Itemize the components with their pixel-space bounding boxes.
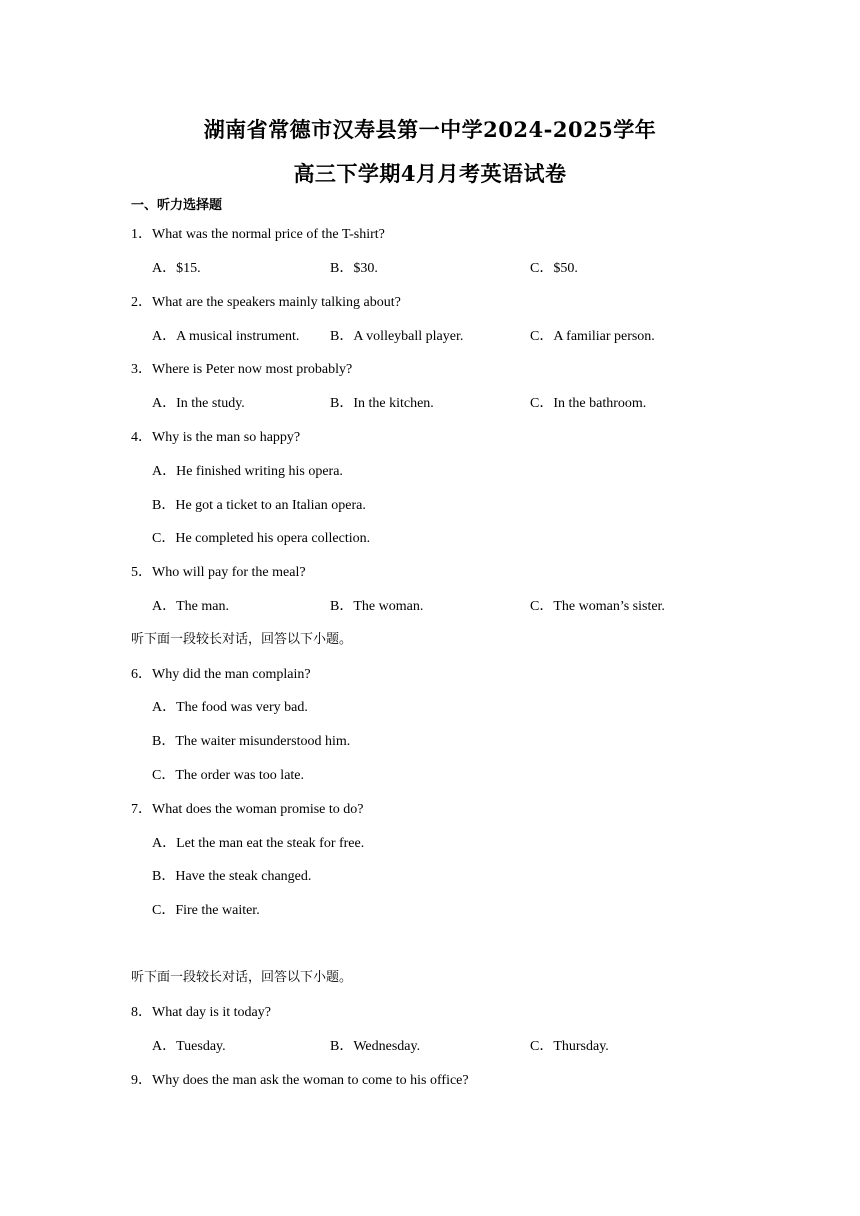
dialogue-note-1: 听下面一段较长对话，回答以下小题。 [131, 632, 353, 647]
option-6b: B．The waiter misunderstood him. [152, 734, 351, 749]
question-5: 5．Who will pay for the meal? [131, 565, 306, 580]
dialogue-note-2: 听下面一段较长对话，回答以下小题。 [131, 970, 353, 985]
option-7b: B．Have the steak changed. [152, 869, 312, 884]
question-9: 9．Why does the man ask the woman to come to his office? [131, 1073, 469, 1088]
option-6c: C．The order was too late. [152, 768, 305, 783]
question-1: 1．What was the normal price of the T-shirt? [131, 227, 385, 242]
option-1a: A．$15. [152, 261, 201, 276]
page-title-line-1: 湖南省常德市汉寿县第一中学2024-2025学年 [203, 117, 657, 142]
section-heading: 一、听力选择题 [131, 198, 223, 213]
option-3b: B．In the kitchen. [330, 396, 434, 411]
option-5b: B．The woman. [330, 599, 424, 614]
option-3a: A．In the study. [152, 396, 245, 411]
question-6: 6．Why did the man complain? [131, 667, 311, 682]
option-8a: A．Tuesday. [152, 1039, 226, 1054]
option-1b: B．$30. [330, 261, 378, 276]
option-1c: C．$50. [530, 261, 578, 276]
option-8b: B．Wednesday. [330, 1039, 421, 1054]
option-6a: A．The food was very bad. [152, 700, 308, 715]
page-title-line-2: 高三下学期4月月考英语试卷 [293, 161, 567, 186]
question-7: 7．What does the woman promise to do? [131, 802, 364, 817]
option-4c: C．He completed his opera collection. [152, 531, 371, 546]
option-7c: C．Fire the waiter. [152, 903, 260, 918]
option-3c: C．In the bathroom. [530, 396, 647, 411]
option-7a: A．Let the man eat the steak for free. [152, 836, 365, 851]
option-5a: A．The man. [152, 599, 229, 614]
option-4b: B．He got a ticket to an Italian opera. [152, 498, 366, 513]
option-2b: B．A volleyball player. [330, 329, 464, 344]
option-2c: C．A familiar person. [530, 329, 655, 344]
question-8: 8．What day is it today? [131, 1005, 271, 1020]
option-2a: A．A musical instrument. [152, 329, 300, 344]
question-2: 2．What are the speakers mainly talking about? [131, 295, 401, 310]
option-5c: C．The woman’s sister. [530, 599, 665, 614]
question-3: 3．Where is Peter now most probably? [131, 362, 353, 377]
option-4a: A．He finished writing his opera. [152, 464, 343, 479]
question-4: 4．Why is the man so happy? [131, 430, 301, 445]
option-8c: C．Thursday. [530, 1039, 609, 1054]
